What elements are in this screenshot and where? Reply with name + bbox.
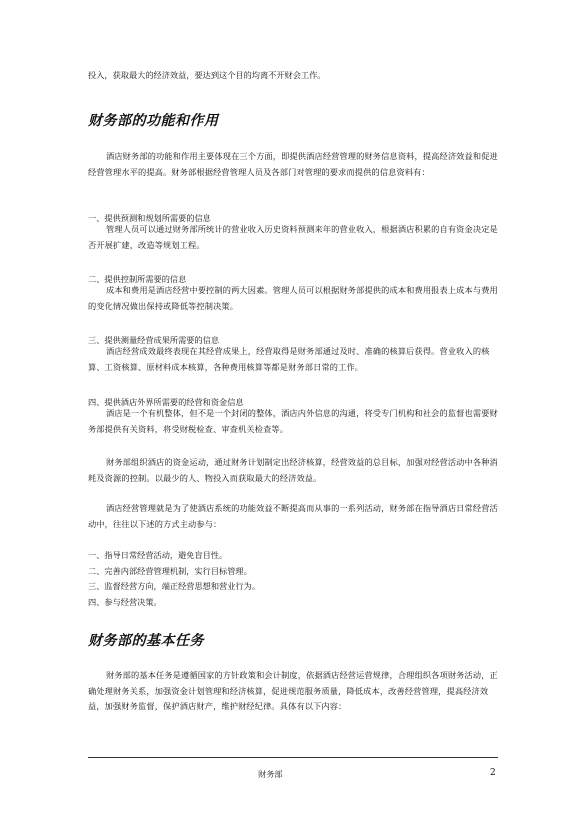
management-paragraph: 酒店经营管理就是为了使酒店系统的功能效益不断提高而从事的一系列活动，财务部在指导酒店日常经营活动中，往往以下述的方式主动参与：: [88, 503, 498, 529]
item-title-3: 三、提供测量经营成果所需要的信息: [88, 335, 220, 345]
item-body-1: 管理人员可以通过财务部所统计的营业收入历史资料预测来年的营业收入，根据酒店积累的自有资金决定是否开展扩建，改造等规划工程。: [88, 224, 498, 250]
page-number: 2: [490, 768, 496, 778]
section-heading-functions: 财务部的功能和作用: [88, 113, 219, 129]
item-body-3: 酒店经营成效最终表现在其经营成果上，经营取得是财务部通过及时、准确的核算后获得。营业收入的核算、工资核算、原材料成本核算，各种费用核算等都是财务部日常的工作。: [88, 346, 490, 372]
item-body-4: 酒店是一个有机整体，但不是一个封闭的整体，酒店内外信息的沟通，将受专门机构和社会的监督也需要财务部提供有关资料，将受财税检查、审查机关检查等。: [88, 408, 498, 434]
list-item: 四、参与经营决策。: [88, 597, 162, 607]
footer-department: 财务部: [258, 769, 283, 779]
funds-paragraph: 财务部组织酒店的资金运动，通过财务计划制定出经济核算，经营效益的总目标，加强对经营活动中各种消耗及资源的控制。以最少的人、物投入而获取最大的经济效益。: [88, 457, 498, 483]
list-item: 二、完善内部经营管理机制，实行目标管理。: [88, 566, 252, 576]
item-title-2: 二、提供控制所需要的信息: [88, 274, 187, 284]
item-title-1: 一、提供预测和规划所需要的信息: [88, 213, 211, 223]
list-item: 一、指导日常经营活动，避免盲目性。: [88, 550, 228, 560]
footer-divider: [88, 757, 498, 758]
item-title-4: 四、提供酒店外界所需要的经营和资金信息: [88, 397, 244, 407]
item-body-2: 成本和费用是酒店经营中要控制的两大因素。管理人员可以根据财务部提供的成本和费用报表上成本与费用的变化情况做出保持或降低等控制决策。: [88, 285, 498, 311]
section-heading-tasks: 财务部的基本任务: [88, 633, 204, 649]
intro-paragraph: 酒店财务部的功能和作用主要体现在三个方面，即提供酒店经营管理的财务信息资料，提高经济效益和促进经营管理水平的提高。财务部根据经营管理人员及各部门对管理的要求而提供的信息资料有：: [88, 151, 498, 177]
list-item: 三、监督经营方向，端正经营思想和营业行为。: [88, 581, 260, 591]
tasks-paragraph: 财务部的基本任务是遵循国家的方针政策和会计制度，依据酒店经营运营规律，合理组织各项财务活动，正确处理财务关系，加强资金计划管理和经济核算，促进规范服务质量，降低成本，改善经营管理，提高经济效益，加强财务监督，保护酒店财产，维护财经纪律。具体有以下内容：: [88, 670, 498, 711]
continuation-line: 投入，获取最大的经济效益，要达到这个目的均离不开财会工作。: [88, 70, 326, 80]
